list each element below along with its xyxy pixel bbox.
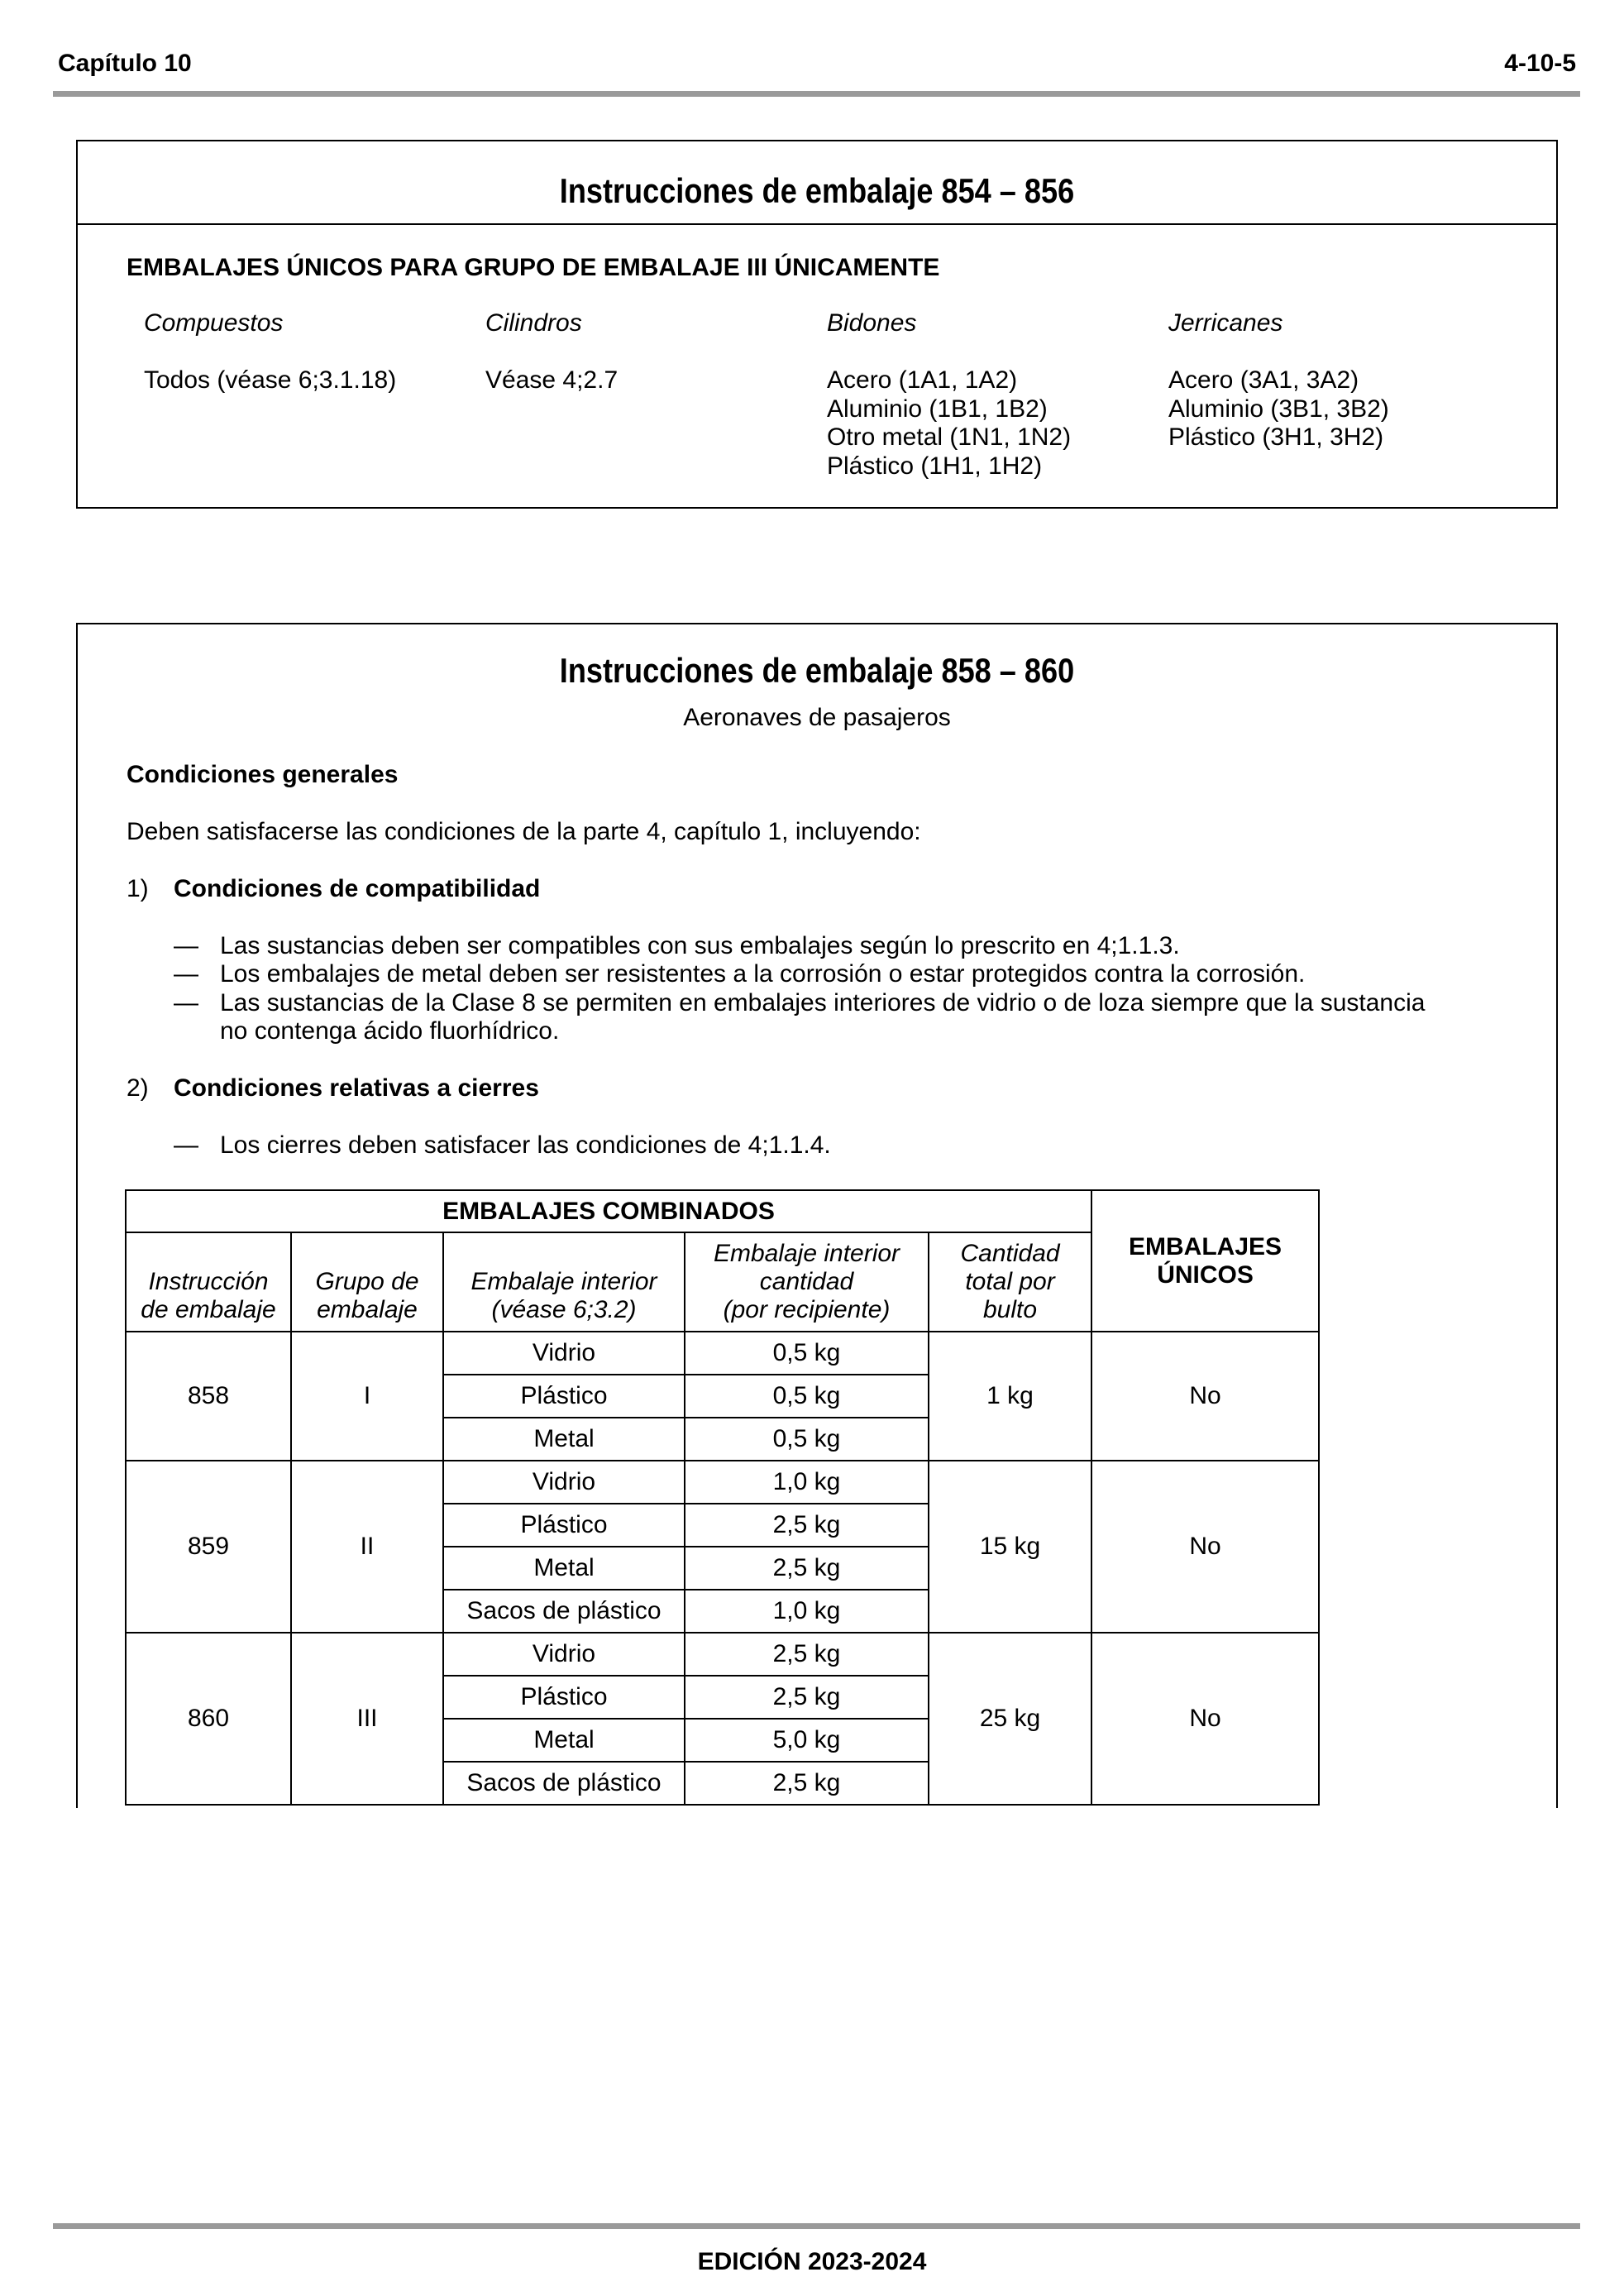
section-1-number: 1) <box>127 875 149 902</box>
inner-packaging-cell: Sacos de plástico <box>443 1590 685 1633</box>
box1-subtitle: EMBALAJES ÚNICOS PARA GRUPO DE EMBALAJE III ÚNICAMENTE <box>127 254 940 281</box>
header-line: Cantidad <box>960 1240 1060 1267</box>
inner-quantity-cell: 2,5 kg <box>685 1547 929 1590</box>
inner-quantity-cell: 2,5 kg <box>685 1676 929 1719</box>
edition-label: EDICIÓN 2023-2024 <box>697 2248 927 2275</box>
header-line: de embalaje <box>141 1296 276 1323</box>
inner-quantity-cell: 0,5 kg <box>685 1418 929 1461</box>
general-conditions-intro: Deben satisfacerse las condiciones de la parte 4, capítulo 1, incluyendo: <box>127 818 921 845</box>
section-2-number: 2) <box>127 1074 149 1102</box>
col-item: Todos (véase 6;3.1.18) <box>144 366 397 394</box>
section-1-heading: Condiciones de compatibilidad <box>174 875 541 902</box>
box1-col-compuestos <box>144 309 396 395</box>
col-heading: Jerricanes <box>1168 309 1283 337</box>
col-item: Plástico (1H1, 1H2) <box>827 452 1043 480</box>
bullet-dash: — <box>174 932 198 959</box>
inner-quantity-cell: 2,5 kg <box>685 1504 929 1547</box>
group-cell: I <box>291 1332 443 1461</box>
inner-packaging-cell: Metal <box>443 1418 685 1461</box>
instruction-cell: 860 <box>126 1633 291 1805</box>
page-number: 4-10-5 <box>1504 50 1576 77</box>
inner-packaging-cell: Metal <box>443 1719 685 1762</box>
header-line: embalaje <box>317 1296 418 1323</box>
header-line: Embalaje interior <box>713 1240 900 1267</box>
group-cell: II <box>291 1461 443 1633</box>
general-conditions-heading: Condiciones generales <box>127 761 399 788</box>
inner-packaging-cell: Vidrio <box>443 1461 685 1504</box>
header-rule <box>53 91 1580 97</box>
single-packaging-cell: No <box>1091 1332 1319 1461</box>
chapter-label: Capítulo 10 <box>58 50 192 77</box>
instruction-cell: 858 <box>126 1332 291 1461</box>
col-item: Aluminio (1B1, 1B2) <box>827 395 1048 423</box>
col-header-total-quantity <box>929 1232 1091 1332</box>
header-line: total por <box>965 1268 1055 1295</box>
col-header-instruction <box>126 1232 291 1332</box>
header-line: (por recipiente) <box>723 1296 891 1323</box>
packing-instruction-854-856 <box>76 140 1558 509</box>
combined-packaging-header: EMBALAJES COMBINADOS <box>126 1190 1091 1232</box>
header-line: bulto <box>982 1296 1038 1323</box>
col-heading: Bidones <box>827 309 917 337</box>
col-item: Véase 4;2.7 <box>485 366 619 394</box>
col-header-inner-quantity <box>685 1232 929 1332</box>
single-packaging-cell: No <box>1091 1633 1319 1805</box>
bullet-text: Las sustancias deben ser compatibles con sus embalajes según lo prescrito en 4;1.1.3. <box>220 932 1180 959</box>
col-item: Aluminio (3B1, 3B2) <box>1168 395 1389 423</box>
col-item: Acero (1A1, 1A2) <box>827 366 1018 394</box>
box1-col-bidones <box>827 309 1071 481</box>
table-row <box>126 1461 1319 1504</box>
header-line: Embalaje interior <box>470 1268 657 1295</box>
header-line: ÚNICOS <box>1157 1260 1254 1289</box>
single-packaging-header <box>1091 1190 1319 1332</box>
single-packaging-cell: No <box>1091 1461 1319 1633</box>
inner-quantity-cell: 2,5 kg <box>685 1633 929 1676</box>
bullet-text: Los embalajes de metal deben ser resistentes a la corrosión o estar protegidos contra la corrosión. <box>220 960 1306 988</box>
bullet-text: Los cierres deben satisfacer las condiciones de 4;1.1.4. <box>220 1131 831 1159</box>
box1-title-divider <box>78 223 1556 225</box>
col-item: Plástico (3H1, 3H2) <box>1168 423 1384 451</box>
inner-quantity-cell: 2,5 kg <box>685 1762 929 1805</box>
bullet-dash: — <box>174 960 198 988</box>
inner-packaging-cell: Plástico <box>443 1375 685 1418</box>
footer-rule <box>53 2223 1580 2229</box>
inner-quantity-cell: 1,0 kg <box>685 1461 929 1504</box>
inner-quantity-cell: 0,5 kg <box>685 1332 929 1375</box>
table-row <box>126 1332 1319 1375</box>
inner-quantity-cell: 5,0 kg <box>685 1719 929 1762</box>
inner-packaging-cell: Vidrio <box>443 1332 685 1375</box>
total-quantity-cell: 15 kg <box>929 1461 1091 1633</box>
packing-instruction-858-860 <box>76 623 1558 1808</box>
section-2-heading: Condiciones relativas a cierres <box>174 1074 539 1102</box>
inner-packaging-cell: Sacos de plástico <box>443 1762 685 1805</box>
col-item: Otro metal (1N1, 1N2) <box>827 423 1072 451</box>
box1-col-jerricanes <box>1168 309 1389 452</box>
inner-packaging-cell: Plástico <box>443 1504 685 1547</box>
header-line: EMBALAJES <box>1129 1232 1282 1260</box>
instruction-cell: 859 <box>126 1461 291 1633</box>
table-row <box>126 1633 1319 1676</box>
col-heading: Cilindros <box>485 309 582 337</box>
header-line: Grupo de <box>315 1268 419 1295</box>
col-header-inner-packaging <box>443 1232 685 1332</box>
inner-quantity-cell: 0,5 kg <box>685 1375 929 1418</box>
group-cell: III <box>291 1633 443 1805</box>
inner-packaging-cell: Metal <box>443 1547 685 1590</box>
total-quantity-cell: 25 kg <box>929 1633 1091 1805</box>
bullet-dash: — <box>174 989 198 1016</box>
inner-quantity-cell: 1,0 kg <box>685 1590 929 1633</box>
header-line: (véase 6;3.2) <box>491 1296 637 1323</box>
total-quantity-cell: 1 kg <box>929 1332 1091 1461</box>
bullet-text: Las sustancias de la Clase 8 se permiten en embalajes interiores de vidrio o de loza siempre que la sustancia <box>220 989 1426 1016</box>
col-item: Acero (3A1, 3A2) <box>1168 366 1359 394</box>
box2-subtitle: Aeronaves de pasajeros <box>683 704 951 731</box>
header-line: cantidad <box>759 1268 854 1295</box>
bullet-text-continued: no contenga ácido fluorhídrico. <box>220 1017 560 1045</box>
inner-packaging-cell: Vidrio <box>443 1633 685 1676</box>
packing-table <box>125 1189 1320 1806</box>
col-header-group <box>291 1232 443 1332</box>
bullet-dash: — <box>174 1131 198 1159</box>
col-heading: Compuestos <box>144 309 284 337</box>
box1-title: Instrucciones de embalaje 854 – 856 <box>559 171 1075 210</box>
header-line: Instrucción <box>148 1268 269 1295</box>
box2-title: Instrucciones de embalaje 858 – 860 <box>559 651 1075 690</box>
inner-packaging-cell: Plástico <box>443 1676 685 1719</box>
box1-col-cilindros <box>485 309 618 395</box>
